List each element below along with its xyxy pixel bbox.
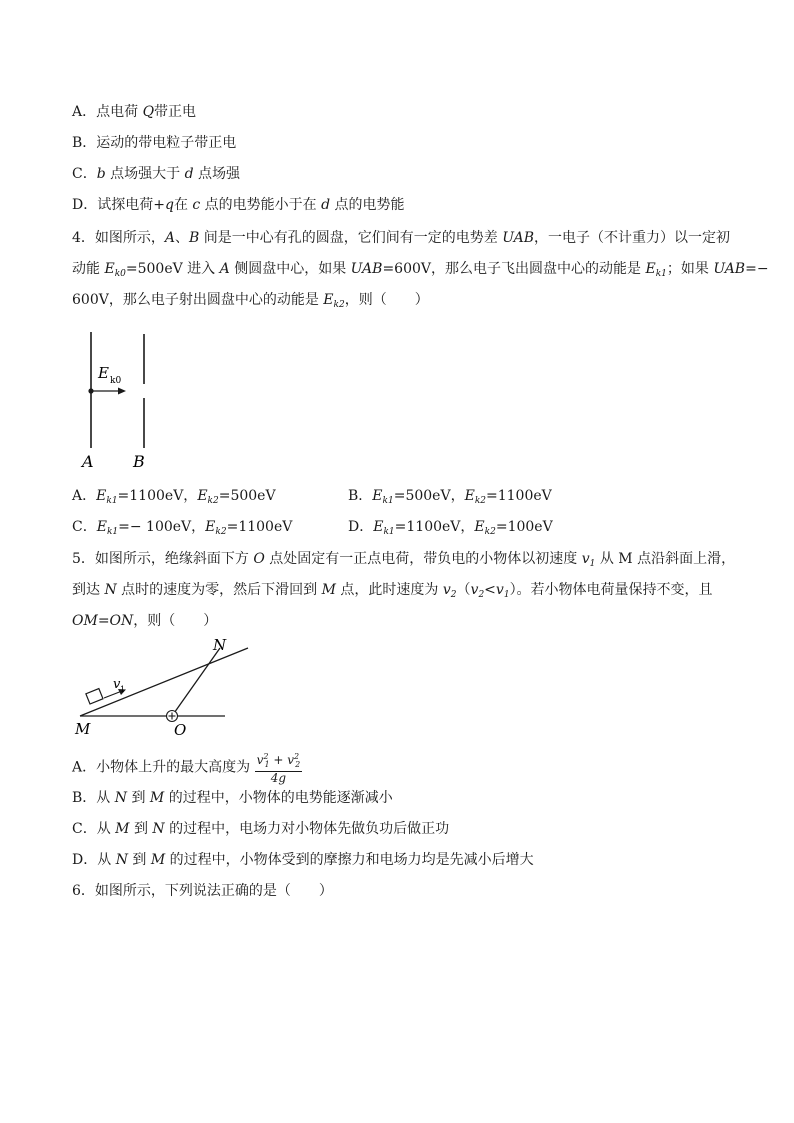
q4-option-b: B．$E_{k1}=500eV$，$E_{k2}=1100eV$	[348, 488, 552, 506]
q3-option-c: C．b 点场强大于 d 点场强	[72, 166, 241, 182]
q6-stem: 6．如图所示，下列说法正确的是（ ）	[72, 883, 333, 899]
q4-option-a: A．$E_{k1}=1100eV$，$E_{k2}=500eV$	[72, 488, 276, 506]
q4-disk-figure	[72, 328, 182, 474]
q4-option-c: C．$E_{k1}=- 100eV$，$E_{k2}=1100eV$	[72, 519, 293, 537]
velocity-arrowhead	[118, 388, 126, 395]
height-fraction: $\frac{v^2_1 + v^2_2}{4g}$	[256, 752, 301, 786]
ek0-subscript: k0	[110, 376, 122, 386]
q5-option-b: B．从 N 到 M 的过程中，小物体的电势能逐渐减小	[72, 790, 393, 806]
label-m: M	[75, 720, 91, 738]
incline-line	[80, 648, 248, 716]
q5-stem-line3: OM=ON，则（ ）	[72, 613, 218, 629]
q4-stem-line3: 600V，那么电子射出圆盘中心的动能是 $E_{k2}$，则（ ）	[72, 292, 429, 310]
plate-b-label: B	[133, 452, 145, 471]
q4-stem-line2: 动能 $E_{k0}=500eV$ 进入 A 侧圆盘中心，如果 UAB=600V，那么电子飞出圆盘中心的动能是 $E_{k1}$；如果 UAB=−	[72, 261, 769, 279]
q4-stem-line1: 4．如图所示，A、B 间是一中心有孔的圆盘，它们间有一定的电势差 UAB，一电子（不计重力）以一定初	[72, 230, 731, 246]
label-o: O	[174, 721, 187, 738]
label-n: N	[213, 636, 227, 654]
ek0-label: E	[98, 364, 109, 382]
label-v1-sub: 1	[120, 685, 126, 694]
line-on	[172, 648, 220, 716]
q3-option-d: D．试探电荷+q在 c 点的电势能小于在 d 点的电势能	[72, 197, 405, 213]
q5-stem-line1: 5．如图所示，绝缘斜面下方 O 点处固定有一正点电荷，带负电的小物体以初速度 $v_1$ 从 M 点沿斜面上滑，	[72, 551, 736, 569]
q5-option-d: D．从 N 到 M 的过程中，小物体受到的摩擦力和电场力均是先减小后增大	[72, 852, 534, 868]
q5-option-a: A．小物体上升的最大高度为 $\frac{v^2_1 + v^2_2}{4g}$	[72, 752, 301, 786]
q3-option-b: B．运动的带电粒子带正电	[72, 135, 237, 151]
q5-stem-line2: 到达 N 点时的速度为零，然后下滑回到 M 点，此时速度为 $v_2(v_2<v_1)$。若小物体电荷量保持不变，且	[72, 582, 713, 600]
q5-incline-figure	[72, 634, 257, 738]
plate-a-label: A	[82, 452, 94, 471]
q3-option-a: A．点电荷 Q带正电	[72, 104, 197, 120]
q5-option-c: C．从 M 到 N 的过程中，电场力对小物体先做负功后做正功	[72, 821, 450, 837]
electron-dot	[88, 388, 93, 393]
label-v1: v	[113, 677, 121, 692]
q4-option-d: D．$E_{k1}=1100eV$，$E_{k2}=100eV$	[348, 519, 553, 537]
block-object	[86, 689, 103, 704]
